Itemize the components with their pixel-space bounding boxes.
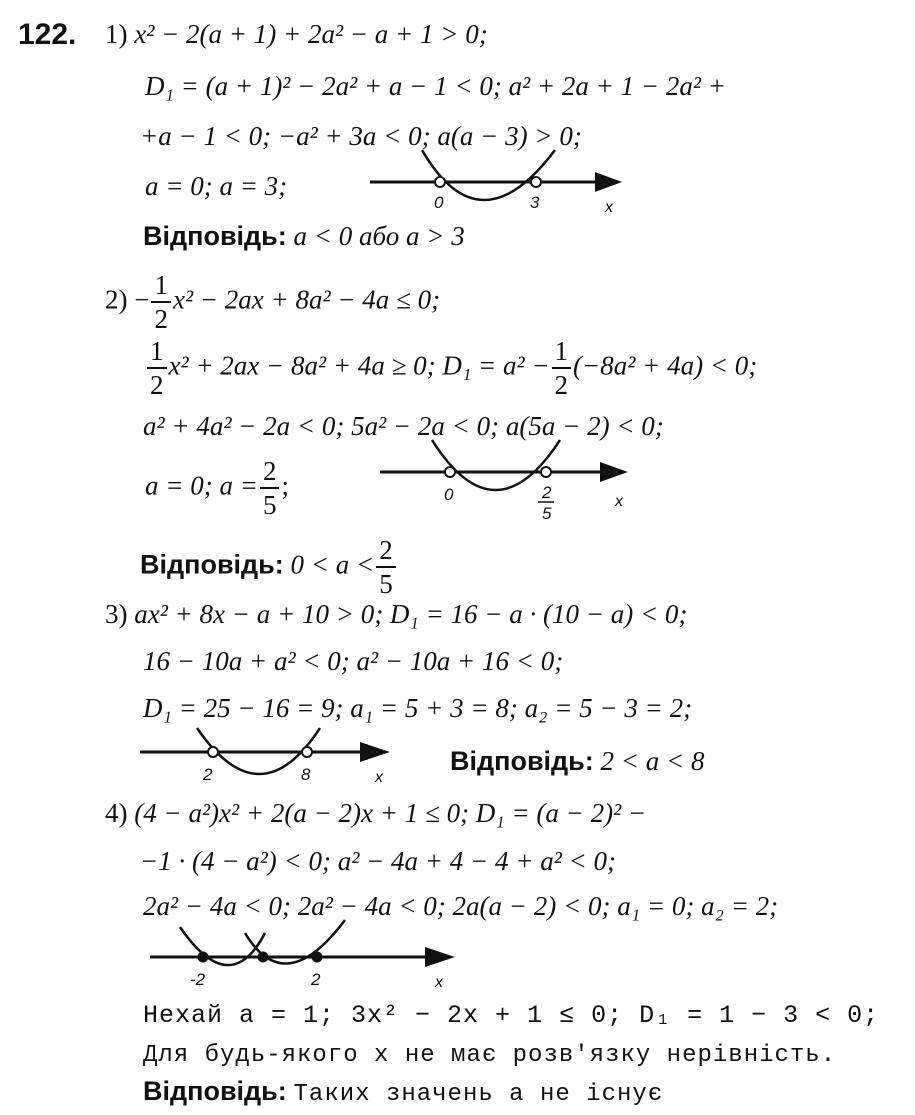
frac-den: 5 (379, 569, 393, 599)
part4-tick-2: 2 (311, 970, 321, 989)
part2-frac-b (552, 338, 572, 399)
part2-roots-frac (260, 458, 280, 519)
part1-answer (143, 220, 465, 252)
part4-equation: (4 − a²)x² + 2(a − 2)x + 1 ≤ 0; D₁ = (a − 2)² − (134, 798, 647, 828)
part2-roots-semicolon: ; (281, 470, 289, 501)
part2-eq-rest: x² − 2ax + 8a² − 4a ≤ 0; (172, 284, 441, 315)
part3-answer-value: 2 < a < 8 (600, 746, 705, 776)
frac-num: 1 (552, 338, 572, 369)
part4-tick-neg2: -2 (190, 970, 206, 989)
part1-axis-label: x (605, 199, 613, 215)
part2-roots (145, 458, 289, 519)
part1-line1 (105, 18, 488, 50)
part2-label: 2) (105, 284, 128, 315)
part2-answer (140, 537, 398, 598)
part1-tick-3: 3 (530, 193, 540, 212)
part1-answer-value: a < 0 або a > 3 (293, 221, 465, 251)
part2-line1 (105, 272, 440, 333)
part4-line4: Нехай a = 1; 3x² − 2x + 1 ≤ 0; D₁ = 1 − 3 < 0; (143, 1001, 880, 1030)
part2-line2-end: (−8a² + 4a) < 0; (573, 350, 758, 381)
part2-answer-label: Відповідь: (140, 549, 284, 580)
part4-line3: 2a² − 4a < 0; 2a² − 4a < 0; 2a(a − 2) < 0; a₁ = 0; a₂ = 2; (143, 891, 779, 921)
part2-number-line (370, 430, 650, 525)
part3-label: 3) (105, 599, 128, 629)
part4-label: 4) (105, 798, 128, 828)
part3-equation: ax² + 8x − a + 10 > 0; D₁ = 16 − a · (10 − a) < 0; (134, 599, 688, 629)
part3-line2: 16 − 10a + a² < 0; a² − 10a + 16 < 0; (143, 646, 564, 676)
part4-number-line (145, 915, 465, 990)
frac-den: 5 (262, 490, 277, 520)
part4-answer (143, 1075, 663, 1111)
part1-answer-label: Відповідь: (143, 221, 287, 251)
part1-line2: D₁ = (a + 1)² − 2a² + a − 1 < 0; a² + 2a + 1 − 2a² + (145, 71, 726, 101)
frac-num: 2 (376, 537, 396, 568)
frac-den: 2 (554, 370, 569, 400)
part1-tick-0: 0 (434, 193, 444, 212)
part3-answer (450, 745, 704, 777)
part4-answer-value: Таких значень a не існує (293, 1081, 664, 1108)
part2-answer-value: 0 < a < (290, 549, 375, 580)
part2-frac-half (151, 272, 171, 333)
part1-label: 1) (105, 19, 128, 49)
part4-answer-label: Відповідь: (143, 1076, 287, 1106)
part4-line2: −1 · (4 − a²) < 0; a² − 4a + 4 − 4 + a² < 0; (140, 846, 617, 876)
part2-minus: − (134, 284, 150, 315)
part2-answer-frac (376, 537, 396, 598)
part2-line3: a² + 4a² − 2a < 0; 5a² − 2a < 0; a(5a − 2) < 0; (143, 411, 664, 441)
part3-line3: D₁ = 25 − 16 = 9; a₁ = 5 + 3 = 8; a₂ = 5 − 3 = 2; (143, 693, 693, 723)
part3-number-line (135, 720, 415, 790)
problem-number: 122. (18, 18, 77, 51)
part3-line1 (105, 598, 687, 630)
part1-number-line (360, 140, 640, 215)
part3-tick-8: 8 (301, 765, 311, 784)
part4-line1 (105, 797, 646, 829)
part4-axis-label: x (435, 974, 443, 990)
frac-num: 1 (147, 338, 167, 369)
frac-den: 2 (154, 304, 168, 334)
part1-line3: +a − 1 < 0; −a² + 3a < 0; a(a − 3) > 0; (140, 121, 582, 151)
part3-axis-label: x (375, 769, 383, 786)
part4-line5: Для будь-якого x не має розв'язку нерівність. (143, 1042, 837, 1069)
part2-tick-num: 2 (542, 483, 552, 502)
frac-num: 2 (260, 458, 280, 489)
part2-line2-mid: x² + 2ax − 8a² + 4a ≥ 0; D₁ = a² − (168, 350, 550, 381)
part1-equation: x² − 2(a + 1) + 2a² − a + 1 > 0; (134, 19, 488, 49)
part2-axis-label: x (615, 493, 623, 510)
part2-frac-a (147, 338, 167, 399)
part3-answer-label: Відповідь: (450, 746, 594, 776)
part3-tick-2: 2 (203, 765, 213, 784)
frac-den: 2 (150, 370, 164, 400)
part1-roots: a = 0; a = 3; (145, 171, 288, 201)
frac-num: 1 (151, 272, 171, 303)
part2-tick-den: 5 (542, 504, 552, 523)
part2-roots-text: a = 0; a = (145, 470, 258, 501)
part2-line2 (145, 338, 757, 399)
part2-tick-0: 0 (444, 485, 454, 504)
